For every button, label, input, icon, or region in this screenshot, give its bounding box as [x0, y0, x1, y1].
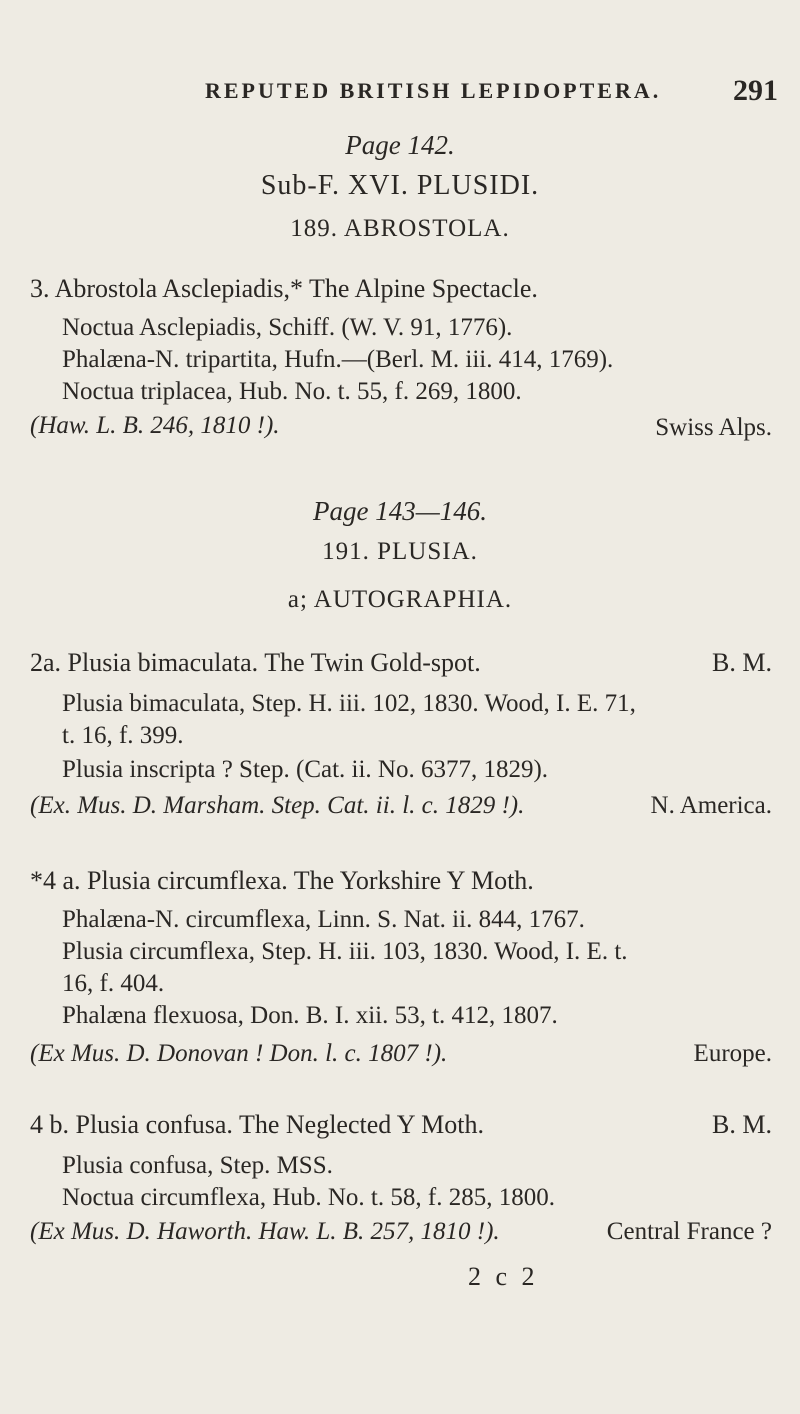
page-reference: Page 142.	[345, 130, 455, 160]
source-citation: (Ex. Mus. D. Marsham. Step. Cat. ii. l. c. 1829 !).	[30, 792, 525, 819]
species-heading: 3. Abrostola Asclepiadis,* The Alpine Spectacle.	[30, 274, 538, 303]
synonym-line: Plusia bimaculata, Step. H. iii. 102, 1830. Wood, I. E. 71,	[62, 690, 636, 717]
source-citation: (Haw. L. B. 246, 1810 !).	[30, 412, 280, 439]
synonym-line: Plusia inscripta ? Step. (Cat. ii. No. 6377, 1829).	[62, 756, 549, 783]
genus-heading: 191. PLUSIA.	[322, 538, 478, 565]
synonym-line: Noctua triplacea, Hub. No. t. 55, f. 269, 1800.	[62, 378, 522, 405]
synonym-line: Phalæna flexuosa, Don. B. I. xii. 53, t. 412, 1807.	[62, 1002, 558, 1029]
locality: Swiss Alps.	[655, 414, 772, 441]
locality: N. America.	[650, 792, 772, 819]
synonym-line: 16, f. 404.	[62, 970, 165, 997]
species-heading: 2a. Plusia bimaculata. The Twin Gold-spot.	[30, 648, 481, 677]
subgenus-heading: a; AUTOGRAPHIA.	[287, 586, 513, 613]
printer-signature: 2 c 2	[468, 1262, 539, 1291]
running-title: REPUTED BRITISH LEPIDOPTERA.	[205, 78, 662, 103]
synonym-line: t. 16, f. 399.	[62, 722, 184, 749]
source-citation: (Ex Mus. D. Donovan ! Don. l. c. 1807 !).	[30, 1040, 448, 1067]
source-citation: (Ex Mus. D. Haworth. Haw. L. B. 257, 1810 !).	[30, 1218, 500, 1245]
species-heading: *4 a. Plusia circumflexa. The Yorkshire Y Moth.	[30, 866, 534, 895]
synonym-line: Noctua Asclepiadis, Schiff. (W. V. 91, 1776).	[62, 314, 513, 341]
synonym-line: Phalæna-N. tripartita, Hufn.—(Berl. M. iii. 414, 1769).	[62, 346, 614, 373]
genus-heading: 189. ABROSTOLA.	[290, 215, 510, 242]
synonym-line: Plusia confusa, Step. MSS.	[62, 1152, 333, 1179]
subfamily-heading: Sub-F. XVI. PLUSIDI.	[260, 170, 540, 201]
page-number: 291	[733, 74, 778, 107]
museum-tag: B. M.	[712, 1110, 772, 1139]
synonym-line: Plusia circumflexa, Step. H. iii. 103, 1830. Wood, I. E. t.	[62, 938, 628, 965]
page-reference: Page 143—146.	[313, 496, 487, 526]
species-heading: 4 b. Plusia confusa. The Neglected Y Moth.	[30, 1110, 484, 1139]
synonym-line: Phalæna-N. circumflexa, Linn. S. Nat. ii. 844, 1767.	[62, 906, 585, 933]
locality: Europe.	[693, 1040, 772, 1067]
locality: Central France ?	[606, 1218, 772, 1245]
museum-tag: B. M.	[712, 648, 772, 677]
synonym-line: Noctua circumflexa, Hub. No. t. 58, f. 285, 1800.	[62, 1184, 555, 1211]
